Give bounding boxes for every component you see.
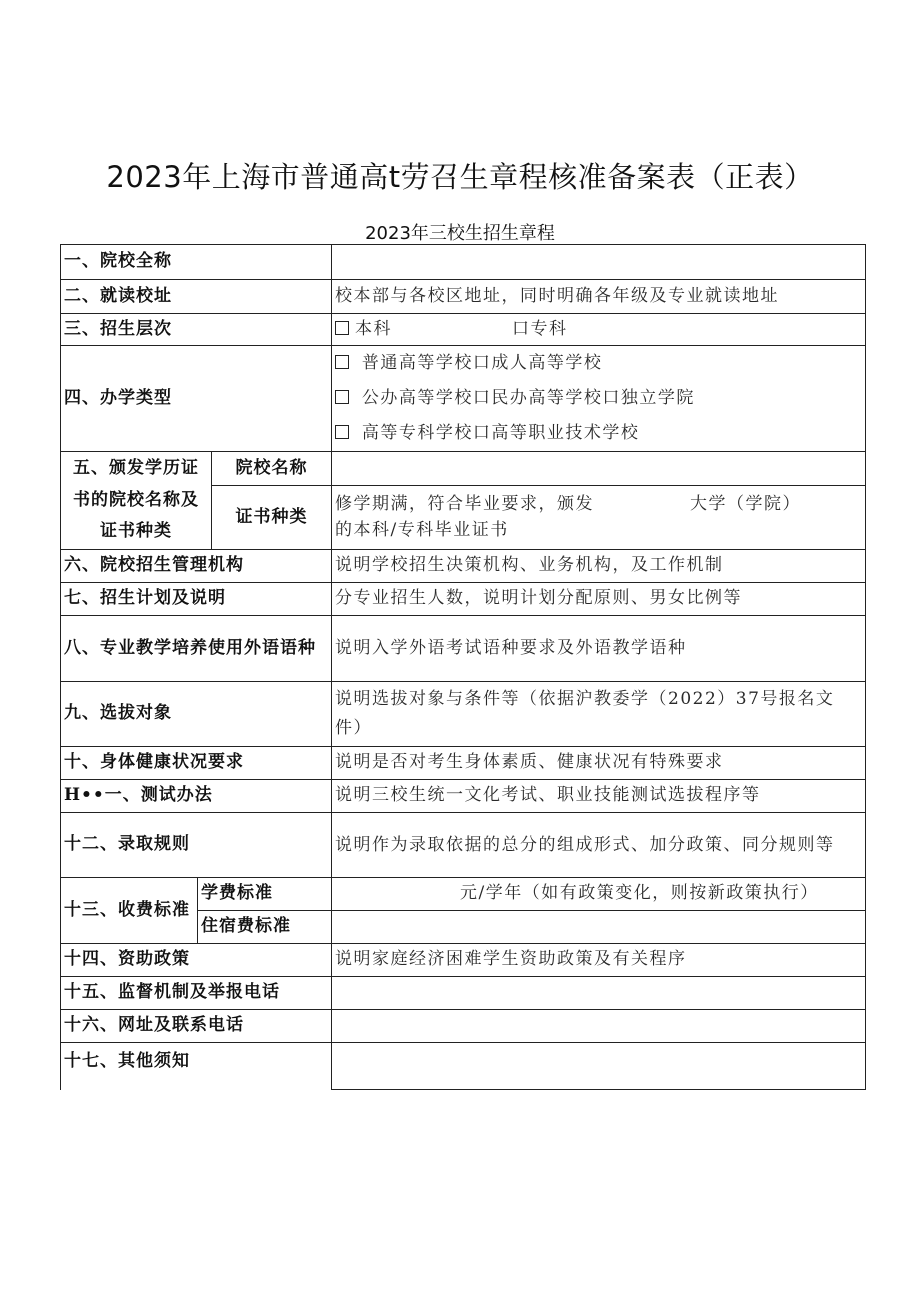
row-label-other-notes: 十七、其他须知	[61, 1043, 332, 1090]
subrow-label-certificate-type: 证书种类	[212, 486, 332, 550]
table-row	[61, 616, 866, 682]
subrow-label-accommodation: 住宿费标准	[198, 911, 332, 944]
row-label-enrollment-level: 三、招生层次	[61, 314, 332, 346]
row-value-health-requirement[interactable]: 说明是否对考生身体素质、健康状况有特殊要求	[332, 747, 866, 780]
row-value-enrollment-plan[interactable]: 分专业招生人数，说明计划分配原则、男女比例等	[332, 583, 866, 616]
row-value-school-type	[332, 346, 866, 452]
row-value-enrollment-level	[332, 314, 866, 346]
certificate-text-b: 大学（学院）	[690, 494, 802, 514]
subrow-label-tuition: 学费标准	[198, 878, 332, 911]
row-value-campus-address[interactable]: 校本部与各校区地址，同时明确各年级及专业就读地址	[332, 280, 866, 314]
row-value-financial-aid[interactable]: 说明家庭经济困难学生资助政策及有关程序	[332, 944, 866, 977]
table-row	[61, 1043, 866, 1090]
row-label-website-contact: 十六、网址及联系电话	[61, 1010, 332, 1043]
foreign-language-label-text: 八、专业教学培养使用外语语种	[64, 637, 316, 658]
table-row	[61, 878, 866, 911]
checkbox-school-type-3[interactable]	[335, 425, 349, 439]
table-row	[61, 747, 866, 780]
row-label-enrollment-plan: 七、招生计划及说明	[61, 583, 332, 616]
table-row	[61, 280, 866, 314]
row-label-school-type: 四、办学类型	[61, 346, 332, 452]
subrow-value-accommodation[interactable]	[332, 911, 866, 944]
row-value-other-notes[interactable]	[332, 1043, 866, 1090]
option-undergraduate-label: 本科	[355, 318, 393, 339]
row-value-admission-office[interactable]: 说明学校招生决策机构、业务机构，及工作机制	[332, 550, 866, 583]
table-row	[61, 1010, 866, 1043]
table-row	[61, 780, 866, 813]
row-label-certificate: 五、颁发学历证书的院校名称及证书种类	[61, 452, 212, 550]
document-title: 2023年上海市普通高t劳召生章程核准备案表（正表）	[106, 160, 814, 194]
row-label-admission-office: 六、院校招生管理机构	[61, 550, 332, 583]
table-row	[61, 813, 866, 878]
row-value-website-contact[interactable]	[332, 1010, 866, 1043]
row-value-test-method[interactable]: 说明三校生统一文化考试、职业技能测试选拔程序等	[332, 780, 866, 813]
subrow-value-institution-name[interactable]	[332, 452, 866, 486]
row-label-foreign-language	[61, 616, 332, 682]
row-value-selection-target[interactable]: 说明选拔对象与条件等（依据沪教委学（2022）37号报名文件）	[332, 682, 866, 747]
checkbox-school-type-2[interactable]	[335, 390, 349, 404]
row-label-fees: 十三、收费标准	[61, 878, 198, 944]
table-row	[61, 977, 866, 1010]
subrow-value-certificate-type	[332, 486, 866, 550]
subrow-label-institution-name: 院校名称	[212, 452, 332, 486]
option-junior-college-label: 口专科	[512, 318, 568, 339]
row-value-supervision[interactable]	[332, 977, 866, 1010]
row-label-financial-aid: 十四、资助政策	[61, 944, 332, 977]
row-value-school-name[interactable]	[332, 245, 866, 280]
certificate-text-c: 的本科/专科毕业证书	[335, 519, 509, 540]
table-row	[61, 314, 866, 346]
filing-form-table	[60, 244, 866, 1090]
table-row	[61, 944, 866, 977]
table-subtitle: 2023年三校生招生章程	[365, 223, 555, 244]
table-row	[61, 682, 866, 747]
checkbox-school-type-1[interactable]	[335, 355, 349, 369]
table-row	[61, 452, 866, 486]
row-label-health-requirement: 十、身体健康状况要求	[61, 747, 332, 780]
school-type-line-3: 高等专科学校口高等职业技术学校	[361, 423, 640, 443]
table-row	[61, 245, 866, 280]
row-label-school-name: 一、院校全称	[61, 245, 332, 280]
school-type-line-1: 普通高等学校口成人高等学校	[361, 353, 603, 373]
row-label-test-method: H••一、测试办法	[61, 780, 332, 813]
subrow-value-tuition[interactable]: 元/学年（如有政策变化，则按新政策执行）	[332, 878, 866, 911]
table-row	[61, 583, 866, 616]
table-row	[61, 550, 866, 583]
row-label-selection-target: 九、选拔对象	[61, 682, 332, 747]
row-value-foreign-language[interactable]: 说明入学外语考试语种要求及外语教学语种	[332, 616, 866, 682]
row-label-admission-rules: 十二、录取规则	[61, 813, 332, 878]
row-label-supervision: 十五、监督机制及举报电话	[61, 977, 332, 1010]
table-row	[61, 346, 866, 452]
checkbox-undergraduate[interactable]	[335, 321, 349, 335]
certificate-text-a: 修学期满，符合毕业要求，颁发	[335, 494, 595, 514]
school-type-line-2: 公办高等学校口民办高等学校口独立学院	[361, 388, 695, 408]
row-value-admission-rules[interactable]: 说明作为录取依据的总分的组成形式、加分政策、同分规则等	[332, 813, 866, 878]
row-label-campus-address: 二、就读校址	[61, 280, 332, 314]
